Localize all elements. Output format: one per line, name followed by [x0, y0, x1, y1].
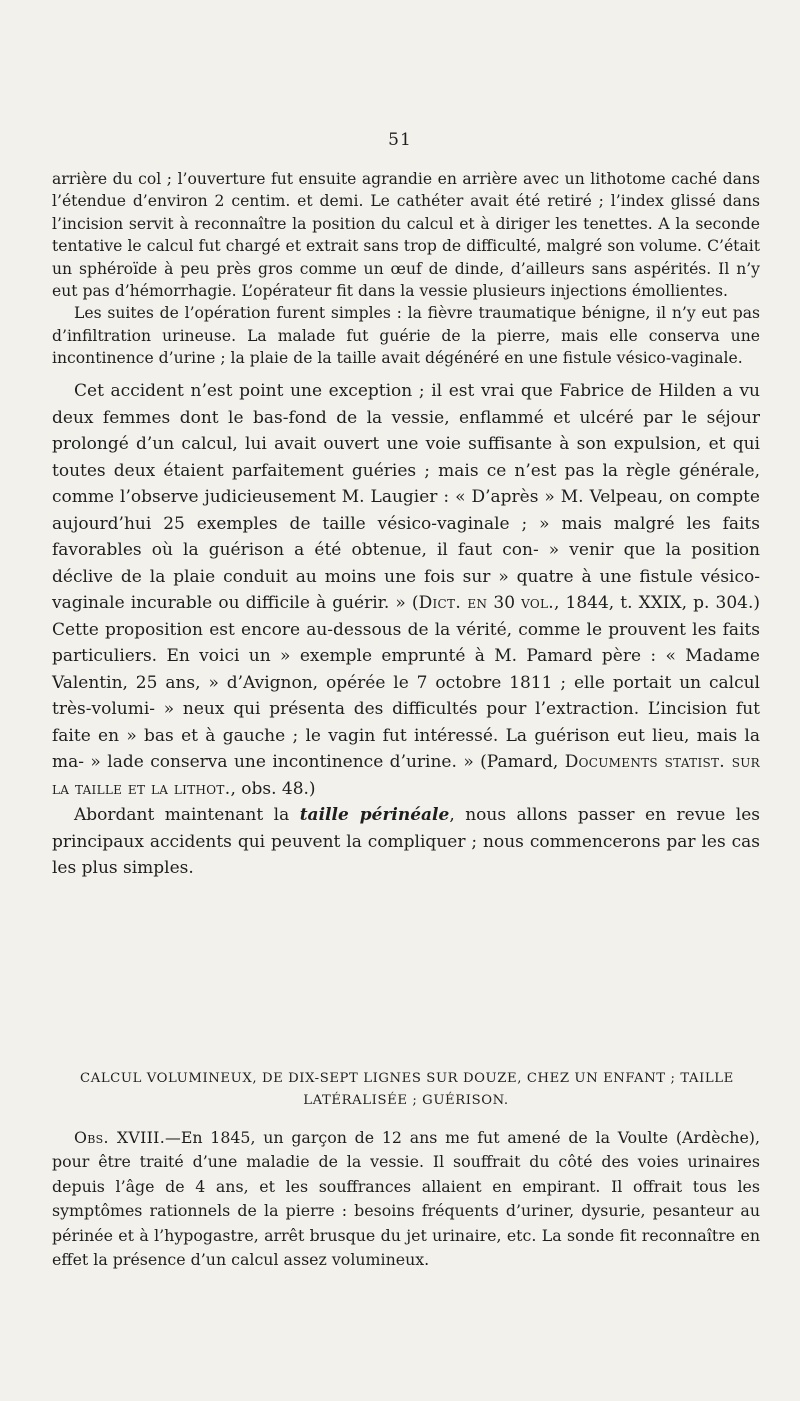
heading-line: LATÉRALISÉE ; GUÉRISON. [303, 1093, 509, 1108]
observation-xviii [52, 1126, 760, 1272]
paragraph-accident [52, 378, 760, 802]
paragraph-perineal [52, 802, 760, 882]
section-heading [52, 1068, 760, 1112]
text-run: , obs. 48.) [230, 778, 316, 799]
citation-smallcaps: vol. [521, 593, 554, 613]
paragraph [52, 1126, 760, 1272]
main-text [52, 378, 760, 882]
citation-smallcaps: Dict. en [418, 593, 488, 613]
paragraph: Les suites de l’opération furent simples : la fièvre traumatique bénigne, il n’y eut pas d’infiltration urineuse. La malade fut guérie de la pierre, mais elle conserva une incontinence d’urine ; la plaie de la taille avait dégénéré en une fistule vésico-vaginale. [52, 304, 760, 368]
text-run: , nous allons passer en revue les principaux accidents qui peuvent la compliquer ; nous commencerons par les cas les plus simples. [52, 805, 760, 878]
paragraph: arrière du col ; l’ouverture fut ensuite agrandie en arrière avec un lithotome caché dans l’étendue d’environ 2 centim. et demi. Le cathéter avait été retiré ; l’index glissé dans l’incision servit à reconnaître la position du calcul et à diriger les tenettes. A la seconde tentative le calcul fut chargé et extrait sans trop de difficulté, malgré son volume. C’était un sphéroïde à peu près gros comme un œuf de dinde, d’ailleurs sans aspérités. Il n’y eut pas d’hémorrhagie. L’opérateur fit dans la vessie plusieurs injections émollientes. [52, 170, 760, 301]
italic-term: taille périnéale [299, 805, 450, 825]
observation-label: Obs. XVIII. [74, 1128, 166, 1147]
text-run: , 1844, t. XXIX, p. 304.) Cette proposition est encore au-dessous de la vérité, comme le prouvent les faits particuliers. En voici un » exemple emprunté à M. Pamard père : « Madame Valentin, 25 ans, » d’Avignon, opérée le 7 octobre 1811 ; elle portait un calcul très-volumi- » neux qui présenta des difficultés pour l’extraction. L’incision fut faite en » bas et à gauche ; le vagin fut intéressé. La guérison eut lieu, mais la ma- » lade conserva une incontinence d’urine. » (Pamard, [52, 593, 760, 772]
text-run: Abordant maintenant la [74, 805, 300, 825]
text-run: Cet accident n’est point une exception ; il est vrai que Fabrice de Hilden a vu deux femmes dont le bas-fond de la vessie, enflammé et ulcéré par le séjour prolongé d’un calcul, lui avait ouvert une voie suffisante à son expulsion, et qui toutes deux étaient parfaitement guéries ; mais ce n’est pas la règle générale, comme l’observe judicieusement M. Laugier : « D’après » M. Velpeau, on compte aujourd’hui 25 exemples de taille vésico-vaginale ; » mais malgré les faits favorables où la guérison a été obtenue, il faut con- » venir que la position déclive de la plaie conduit au moins une fois sur » quatre à une fistule vésico-vaginale incurable ou difficile à guérir. » ( [52, 381, 760, 613]
citation-smallcaps: Documents statist. sur la taille et la lithot. [52, 752, 761, 799]
previous-observation-continuation [52, 168, 760, 370]
page-number: 51 [388, 130, 412, 150]
text-run: 30 [487, 593, 522, 613]
text-run: —En 1845, un garçon de 12 ans me fut amené de la Voulte (Ardèche), pour être traité d’une maladie de la vessie. Il souffrait du côté des voies urinaires depuis l’âge de 4 ans, et les souffrances allaient en empirant. Il offrait tous les symptômes rationnels de la pierre : besoins fréquents d’uriner, dysurie, pesanteur au périnée et à l’hypogastre, arrêt brusque du jet urinaire, etc. La sonde fit reconnaître en effet la présence d’un calcul assez volumineux. [52, 1128, 760, 1270]
heading-line: CALCUL VOLUMINEUX, DE DIX-SEPT LIGNES SUR DOUZE, CHEZ UN ENFANT ; TAILLE [80, 1071, 734, 1086]
